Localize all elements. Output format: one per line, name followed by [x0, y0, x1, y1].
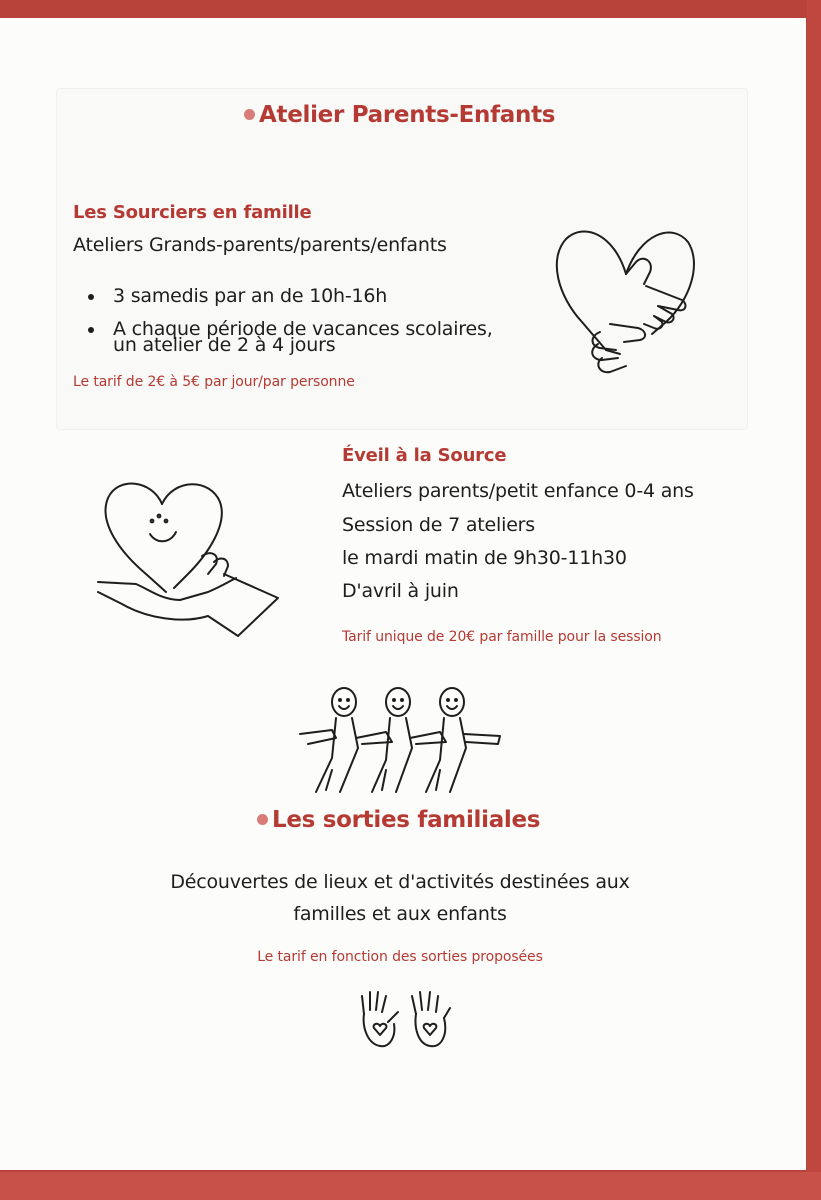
sorties-line: familles et aux enfants	[293, 903, 507, 925]
eveil-line: D'avril à juin	[342, 580, 459, 602]
eveil-line: Ateliers parents/petit enfance 0-4 ans	[342, 480, 694, 502]
eveil-line: le mardi matin de 9h30-11h30	[342, 547, 627, 569]
bottom-border	[0, 1172, 821, 1200]
top-border	[0, 0, 821, 20]
list-item: A chaque période de vacances scolaires,	[73, 313, 493, 346]
eveil-line: Session de 7 ateliers	[342, 514, 535, 536]
title-dot	[257, 814, 268, 825]
sorties-line: Découvertes de lieux et d'activités destinées aux	[170, 871, 630, 893]
title-dot	[244, 109, 255, 120]
sourciers-tarif: Le tarif de 2€ à 5€ par jour/par personne	[73, 374, 355, 390]
brochure-page	[0, 18, 806, 1170]
section-title-sorties	[257, 807, 540, 833]
section-title-atelier	[244, 102, 555, 128]
sourciers-title: Les Sourciers en famille	[73, 202, 312, 223]
three-children-icon	[296, 682, 506, 794]
sourciers-intro: Ateliers Grands-parents/parents/enfants	[73, 234, 447, 256]
heart-hands-icon	[554, 204, 699, 384]
sourciers-list-continuation: un atelier de 2 à 4 jours	[113, 334, 336, 356]
right-border	[807, 0, 821, 1200]
heart-in-hand-icon	[96, 474, 286, 639]
list-item: 3 samedis par an de 10h-16h	[73, 280, 493, 313]
eveil-tarif: Tarif unique de 20€ par famille pour la session	[342, 629, 662, 645]
two-hands-hearts-icon	[356, 988, 456, 1050]
sorties-tarif: Le tarif en fonction des sorties proposées	[257, 949, 543, 965]
eveil-title: Éveil à la Source	[342, 445, 507, 466]
section-title-sorties-text: Les sorties familiales	[272, 807, 541, 833]
section-title-atelier-text: Atelier Parents-Enfants	[259, 102, 556, 128]
